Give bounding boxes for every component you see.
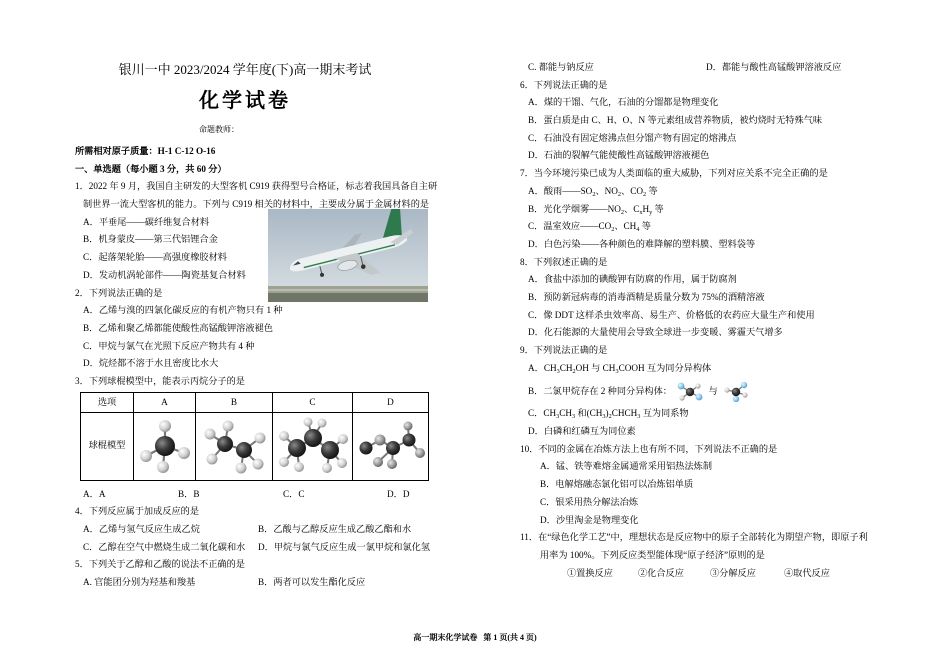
q1-option-c: C．起落架轮胎——高强度橡胶材料 xyxy=(83,252,227,263)
subscript: 2 xyxy=(608,413,612,421)
q9-option-b-text: B．二氯甲烷存在 2 种同分异构体： xyxy=(528,386,672,397)
q3-option-a: A．A xyxy=(83,488,106,499)
subscript: 2 xyxy=(617,190,622,198)
text-run: OH 与 CH xyxy=(575,362,616,373)
atomic-mass-note: 所需相对原子质量：H-1 C-12 O-16 xyxy=(75,146,216,156)
text-run: 、CH xyxy=(614,221,637,232)
q3-option-d: D．D xyxy=(387,488,410,499)
section-title: 一、单选题（每小题 3 分，共 60 分） xyxy=(75,163,227,174)
q9-option-d: D．白磷和红磷互为同位素 xyxy=(528,426,636,437)
ball-stick-model-c xyxy=(277,417,349,475)
text-run: C．温室效应——CO xyxy=(528,221,612,232)
q4-stem: 4．下列反应属于加成反应的是 xyxy=(75,506,200,517)
subscript: 2 xyxy=(643,190,647,198)
text-run: A．酸雨——SO xyxy=(528,185,593,196)
text-run: C．CH xyxy=(528,408,557,419)
text-run: A．CH xyxy=(528,362,557,373)
q3-option-c: C．C xyxy=(283,488,305,499)
text-run: COOH 互为同分异构体 xyxy=(618,362,712,373)
subscript: 3 xyxy=(615,367,619,375)
q2-option-c: C．甲烷与氯气在光照下反应产物共有 4 种 xyxy=(83,340,255,351)
ball-stick-model-b xyxy=(201,418,267,474)
model-b-cell xyxy=(196,412,273,480)
subscript: 2 xyxy=(592,190,596,198)
q8-stem: 8．下列叙述正确的是 xyxy=(520,256,608,267)
q1-stem-line-1: 1．2022 年 9 月，我国自主研发的大型客机 C919 获得型号合格证，标志着我国具备自主研 xyxy=(75,181,438,192)
page-footer: 高一期末化学试卷 第 1 页(共 4 页) xyxy=(413,633,537,642)
q4-options-row-1 xyxy=(75,521,445,539)
subscript: 3 xyxy=(571,413,576,421)
q9-option-b-joiner: 与 xyxy=(708,386,718,397)
q10-option-d: D．沙里淘金是物理变化 xyxy=(540,514,639,525)
dichloromethane-model-1 xyxy=(677,382,703,402)
q2-option-b: B．乙烯和聚乙烯都能使酸性高锰酸钾溶液褪色 xyxy=(83,322,273,333)
text-run: 等 xyxy=(652,203,664,214)
text-run: 、NO xyxy=(595,185,618,196)
q1-option-b: B．机身蒙皮——第三代铝锂合金 xyxy=(83,234,218,245)
q5-option-a: A. 官能团分别为羟基和羧基 xyxy=(83,577,196,588)
table-header-d: D xyxy=(353,392,429,412)
q4-option-a: A．乙烯与氢气反应生成乙烷 xyxy=(83,524,200,534)
q6-option-b: B．蛋白质是由 C、H、O、N 等元素组成营养物质，被灼烧时无特殊气味 xyxy=(528,115,823,126)
text-run: 和(CH xyxy=(575,408,603,419)
ball-stick-table xyxy=(80,392,429,481)
q4-option-b: B．乙酸与乙醇反应生成乙酸乙酯和水 xyxy=(258,524,412,534)
q3-options-row xyxy=(75,486,445,504)
text-run: CH xyxy=(559,408,572,419)
author-label: 命题教师： xyxy=(199,125,239,134)
text-run: 、C xyxy=(624,203,640,214)
q11-stem-line-1: 11．在“绿色化学工艺”中，理想状态是反应物中的原子全部转化为期望产物，即原子利 xyxy=(520,532,868,543)
q3-option-b: B．B xyxy=(178,488,200,499)
q11-option-3: ③分解反应 xyxy=(710,567,756,578)
q9-option-a xyxy=(520,360,890,378)
q11-option-1: ①置换反应 xyxy=(567,567,613,578)
q2-option-d: D．烷烃都不溶于水且密度比水大 xyxy=(83,358,219,369)
ball-stick-model-a xyxy=(137,418,193,474)
q6-option-d: D．石油的裂解气能使酸性高锰酸钾溶液褪色 xyxy=(528,150,710,161)
subscript: x xyxy=(639,208,643,216)
table-header-b: B xyxy=(196,392,273,412)
q7-option-c xyxy=(520,218,890,236)
paper-title: 化学试卷 xyxy=(199,88,291,112)
q11-option-4: ④取代反应 xyxy=(784,567,830,578)
q8-option-c: C．像 DDT 这样杀虫效率高、易生产、价格低的农药应大量生产和使用 xyxy=(528,309,815,320)
q1-option-a: A．平垂尾——碳纤维复合材料 xyxy=(83,216,210,227)
q9-option-b xyxy=(520,377,890,405)
q6-stem: 6．下列说法正确的是 xyxy=(520,79,608,90)
q5-stem: 5．下列关于乙醇和乙酸的说法不正确的是 xyxy=(75,559,245,570)
subscript: 3 xyxy=(602,413,606,421)
subscript: 2 xyxy=(572,367,576,375)
ball-stick-model-d xyxy=(356,418,426,474)
table-model-row xyxy=(81,412,429,480)
model-c-cell xyxy=(273,412,353,480)
subscript: 3 xyxy=(556,367,560,375)
subscript: y xyxy=(649,208,653,216)
q5-options-row-1 xyxy=(75,574,445,592)
school-title: 银川一中 2023/2024 学年度(下)高一期末考试 xyxy=(118,62,372,77)
q10-option-a: A．锰、铁等难熔金属通常采用铝热法炼制 xyxy=(540,461,713,472)
q9-option-c xyxy=(520,405,890,423)
q4-options-row-2 xyxy=(75,539,445,557)
model-d-cell xyxy=(353,412,429,480)
q1-option-d: D．发动机涡轮部件——陶瓷基复合材料 xyxy=(83,269,246,280)
q5-options-row-2 xyxy=(520,59,890,77)
q7-option-b xyxy=(520,201,890,219)
text-run: ) xyxy=(605,408,609,419)
text-run: 等 xyxy=(639,221,651,232)
q5-option-b: B．两者可以发生酯化反应 xyxy=(258,577,366,588)
table-header-row xyxy=(81,392,429,412)
q11-option-2: ②化合反应 xyxy=(638,567,684,578)
text-run: CHCH xyxy=(611,408,638,419)
q8-option-d: D．化石能源的大量使用会导致全球进一步变暖、雾霾天气增多 xyxy=(528,327,783,338)
q8-option-b: B．预防新冠病毒的消毒酒精是质量分数为 75%的酒精溶液 xyxy=(528,291,765,302)
q5-option-d: D．都能与酸性高锰酸钾溶液反应 xyxy=(706,62,842,72)
text-run: 等 xyxy=(646,185,658,196)
q11-stem-line-2: 用率为 100%。下列反应类型能体现“原子经济”原则的是 xyxy=(540,549,765,560)
text-run: CH xyxy=(559,362,573,373)
text-run: 互为同系物 xyxy=(640,408,689,419)
q4-option-c: C．乙醇在空气中燃烧生成二氧化碳和水 xyxy=(83,541,246,552)
q8-option-a: A．食盐中添加的碘酸钾有防腐的作用，属于防腐剂 xyxy=(528,274,737,285)
subscript: 4 xyxy=(636,226,640,234)
subscript: 3 xyxy=(637,413,641,421)
right-column xyxy=(520,59,890,582)
table-row-label: 球棍模型 xyxy=(81,412,134,480)
q3-stem: 3．下列球棍模型中，能表示丙烷分子的是 xyxy=(75,375,245,386)
q7-option-d: D．白色污染——各种颜色的难降解的塑料膜、塑料袋等 xyxy=(528,238,756,249)
q10-stem: 10．不同的金属在冶炼方法上也有所不同，下列说法不正确的是 xyxy=(520,443,778,454)
model-a-cell xyxy=(134,412,196,480)
q10-option-b: B．电解熔融态氯化铝可以冶炼铝单质 xyxy=(540,479,694,490)
text-run: H xyxy=(642,203,650,214)
subscript: 3 xyxy=(556,413,560,421)
q2-option-a: A．乙烯与溴的四氯化碳反应的有机产物只有 1 种 xyxy=(83,305,283,316)
q6-option-a: A．煤的干馏、气化，石油的分馏都是物理变化 xyxy=(528,97,719,108)
table-header-c: C xyxy=(273,392,353,412)
text-run: B．光化学烟雾——NO xyxy=(528,203,621,214)
left-column xyxy=(75,143,445,592)
q7-option-a xyxy=(520,183,890,201)
q7-stem: 7．当今环境污染已成为人类面临的重大威胁，下列对应关系不完全正确的是 xyxy=(520,168,828,179)
q4-option-d: D．甲烷与氯气反应生成一氯甲烷和氯化氢 xyxy=(258,541,431,552)
q1-stem-line-2: 制世界一流大型客机的能力。下列与 C919 相关的材料中，主要成分属于金属材料的是 xyxy=(83,199,430,210)
subscript: 2 xyxy=(620,208,625,216)
table-header-a: A xyxy=(134,392,196,412)
text-run: 、CO xyxy=(621,185,643,196)
q9-stem: 9．下列说法正确的是 xyxy=(520,345,608,355)
q5-option-c: C. 都能与钠反应 xyxy=(528,62,594,72)
q10-option-c: C．银采用热分解法冶炼 xyxy=(540,496,639,507)
table-header-option: 选项 xyxy=(81,392,134,412)
q2-stem: 2．下列说法正确的是 xyxy=(75,287,163,298)
q6-option-c: C．石油没有固定熔沸点但分馏产物有固定的熔沸点 xyxy=(528,132,737,143)
q11-options-row xyxy=(520,565,890,583)
dichloromethane-model-2 xyxy=(723,382,749,402)
subscript: 2 xyxy=(611,226,615,234)
